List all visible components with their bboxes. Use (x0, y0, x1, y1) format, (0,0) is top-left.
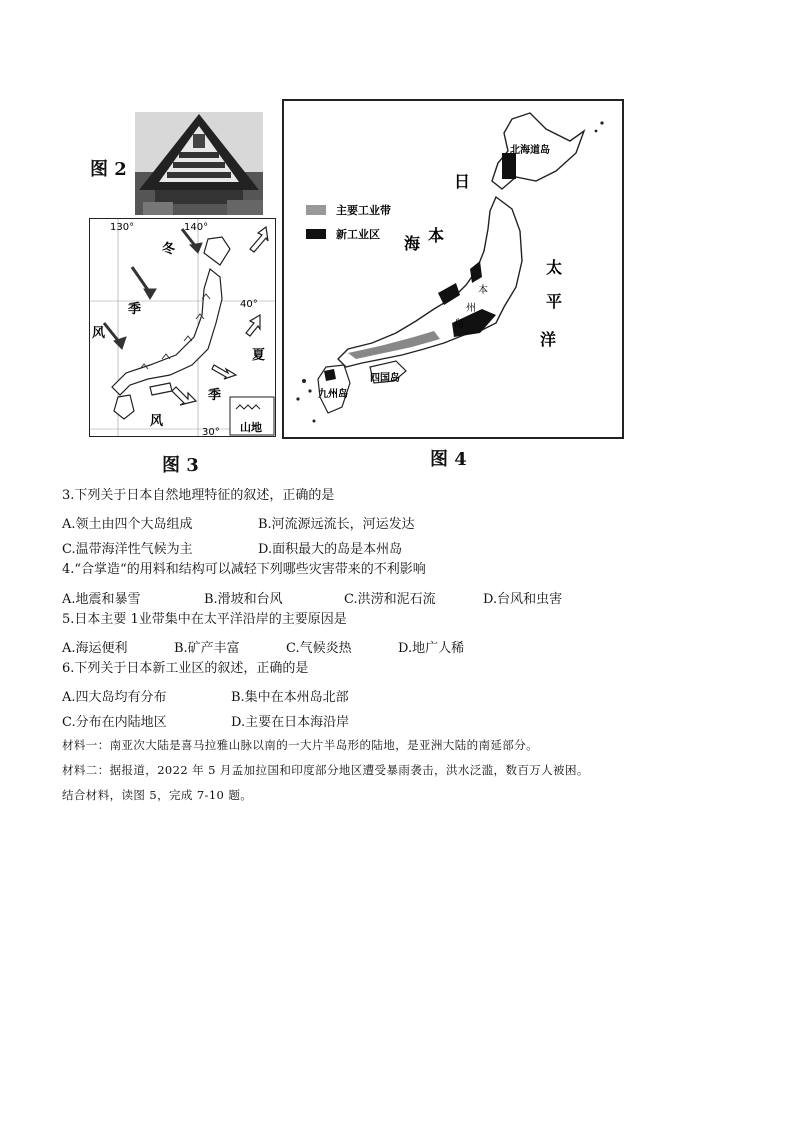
question-3-stem: 3.下列关于日本自然地理特征的叙述，正确的是 (62, 488, 335, 503)
fig4-legend-new-swatch (306, 229, 326, 239)
fig3-summer-1: 夏 (252, 348, 266, 363)
q3-option-c: C.温带海洋性气候为主 (62, 542, 193, 557)
q3-option-b: B.河流源远流长，河运发达 (258, 517, 415, 532)
q4-option-d: D.台风和虫害 (483, 592, 563, 607)
q3-option-d: D.面积最大的岛是本州岛 (258, 542, 403, 557)
fig3-lon130: 130° (110, 222, 135, 233)
figure-2-photo (135, 112, 263, 215)
figure-4-label: 图 4 (430, 449, 467, 470)
fig4-honshu-1: 本 (478, 285, 488, 296)
fig4-pacific-1: 太 (546, 258, 563, 277)
question-4-stem: 4.“合掌造“的用料和结构可以减轻下列哪些灾害带来的不利影响 (62, 562, 426, 577)
fig4-legend-new: 新工业区 (336, 228, 380, 241)
fig3-summer-3: 风 (150, 414, 164, 429)
q6-option-b: B.集中在本州岛北部 (231, 690, 349, 705)
q3-option-a: A.领土由四个大岛组成 (62, 517, 193, 532)
figure-3-map (89, 218, 276, 437)
fig3-lon140: 140° (184, 222, 209, 233)
q4-option-a: A.地震和暴雪 (62, 592, 141, 607)
figure-2-label: 图 2 (90, 159, 127, 180)
q5-option-a: A.海运便利 (62, 641, 128, 656)
fig3-winter-2: 季 (128, 302, 142, 317)
question-5-stem: 5.日本主要 1业带集中在太平洋沿岸的主要原因是 (62, 612, 347, 627)
question-6-stem: 6.下列关于日本新工业区的叙述，正确的是 (62, 661, 309, 676)
fig4-pacific-2: 平 (546, 292, 563, 311)
q5-option-d: D.地广人稀 (398, 641, 465, 656)
fig3-winter-1: 冬 (162, 242, 176, 257)
material-1: 材料一：南亚次大陆是喜马拉雅山脉以南的一大片半岛形的陆地，是亚洲大陆的南延部分。 (62, 738, 538, 752)
fig4-honshu-3: 岛 (454, 319, 464, 330)
fig4-sea-japan-3: 海 (404, 234, 421, 253)
fig3-summer-2: 季 (208, 388, 222, 403)
fig3-lat40: 40° (240, 299, 258, 310)
fig4-legend-main: 主要工业带 (336, 204, 391, 217)
fig4-legend-main-swatch (306, 205, 326, 215)
fig4-pacific-3: 洋 (540, 330, 557, 349)
q5-option-c: C.气候炎热 (286, 641, 352, 656)
material-2: 材料二：据报道，2022 年 5 月孟加拉国和印度部分地区遭受暴雨袭击，洪水泛滥，数百万人被困。 (62, 763, 589, 777)
fig4-kyushu: 九州岛 (318, 389, 348, 400)
q6-option-a: A.四大岛均有分布 (62, 690, 167, 705)
q5-option-b: B.矿产丰富 (174, 641, 240, 656)
fig4-sea-japan-1: 日 (454, 172, 471, 191)
fig4-newzone-hokkaido (502, 153, 516, 179)
q4-option-b: B.滑坡和台风 (204, 592, 283, 607)
material-instruction: 结合材料，读图 5，完成 7-10 题。 (62, 788, 253, 802)
q6-option-d: D.主要在日本海沿岸 (231, 715, 350, 730)
fig4-sea-japan-2: 本 (428, 226, 445, 245)
figure-3-label: 图 3 (162, 455, 199, 476)
fig4-shikoku: 四国岛 (370, 373, 400, 384)
fig3-lat30: 30° (202, 427, 220, 436)
fig3-legend-mountain: 山地 (240, 421, 262, 434)
q4-option-c: C.洪涝和泥石流 (344, 592, 436, 607)
fig4-honshu-2: 州 (466, 303, 476, 314)
figure-4-map (282, 99, 624, 439)
fig4-hokkaido: 北海道岛 (510, 145, 550, 156)
fig3-winter-3: 风 (92, 326, 106, 341)
q6-option-c: C.分布在内陆地区 (62, 715, 167, 730)
